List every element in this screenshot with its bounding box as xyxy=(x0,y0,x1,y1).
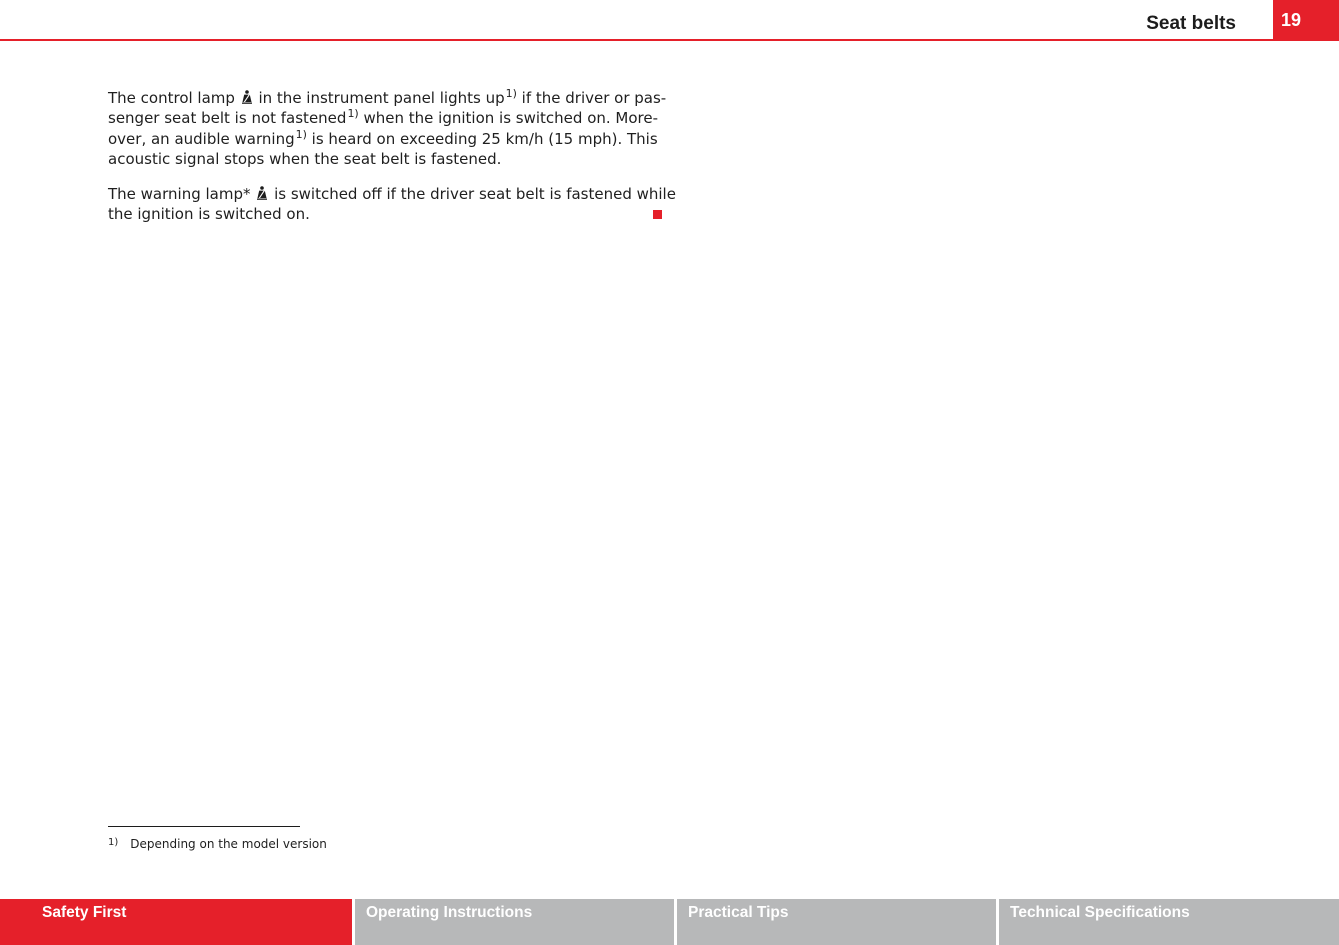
text-line xyxy=(108,184,676,204)
footnote-ref: 1) xyxy=(295,127,307,141)
section-title: Seat belts xyxy=(1146,13,1236,34)
text-line: acoustic signal stops when the seat belt is fastened. xyxy=(108,149,502,168)
text-line xyxy=(108,108,668,128)
tab-technical-specifications[interactable]: Technical Specifications xyxy=(999,899,1339,945)
seat-belt-warning-icon xyxy=(241,90,253,104)
seat-belt-warning-icon xyxy=(256,186,268,200)
text-line xyxy=(108,129,668,149)
text-fragment: when the ignition is switched on. More- xyxy=(363,109,659,128)
footnote-marker: 1) xyxy=(108,837,119,848)
text-fragment: if the driver or pas- xyxy=(521,89,667,107)
text-fragment: over, an audible warning xyxy=(108,129,295,148)
tab-operating-instructions[interactable]: Operating Instructions xyxy=(355,899,674,945)
section-end-marker xyxy=(653,210,662,219)
tab-safety-first[interactable]: Safety First xyxy=(0,899,352,945)
text-fragment: senger seat belt is not fastened xyxy=(108,109,347,128)
footnote-ref: 1) xyxy=(347,107,359,121)
text-line: the ignition is switched on. xyxy=(108,205,310,224)
header-rule xyxy=(0,39,1273,41)
tab-practical-tips[interactable]: Practical Tips xyxy=(677,899,996,945)
text-fragment: is heard on exceeding 25 km/h (15 mph). This xyxy=(311,129,658,148)
main-text xyxy=(108,87,676,240)
footnote-text: Depending on the model version xyxy=(130,837,327,851)
paragraph-warning-lamp xyxy=(108,184,676,225)
page-number-badge xyxy=(1273,0,1339,41)
text-fragment: The control lamp xyxy=(108,89,235,107)
footnote-rule xyxy=(108,826,300,827)
footnote xyxy=(108,837,327,851)
text-line xyxy=(108,88,668,108)
page-number: 19 xyxy=(1281,10,1302,30)
text-fragment: in the instrument panel lights up xyxy=(258,89,505,107)
text-fragment: is switched off if the driver seat belt is fastened while xyxy=(274,185,676,204)
paragraph-control-lamp xyxy=(108,88,668,169)
footnote-ref: 1) xyxy=(505,87,517,100)
footer-navigation xyxy=(0,899,1339,945)
text-fragment: The warning lamp* xyxy=(108,185,251,204)
